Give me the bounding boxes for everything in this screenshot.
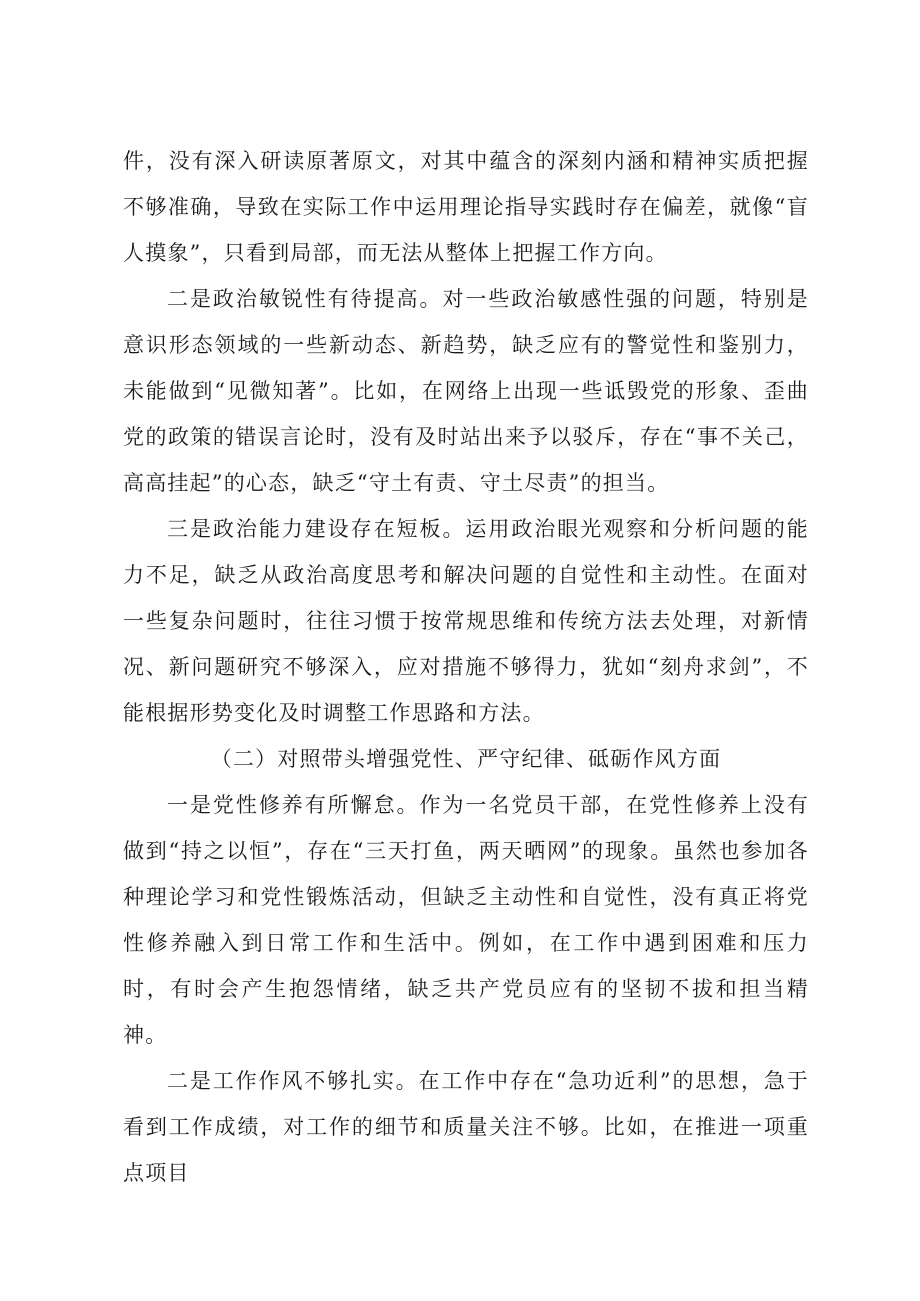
paragraph-political-capability: 三是政治能力建设存在短板。运用政治眼光观察和分析问题的能力不足，缺乏从政治高度思考和解决问题的自觉性和主动性。在面对一些复杂问题时，往往习惯于按常规思维和传统方法去处理，对新情况、新问题研究不够深入，应对措施不够得力，犹如“刻舟求剑”，不能根据形势变化及时调整工作思路和方法。 [123, 517, 809, 725]
paragraph-party-cultivation: 一是党性修养有所懈怠。作为一名党员干部，在党性修养上没有做到“持之以恒”，存在“三天打鱼，两天晒网”的现象。虽然也参加各种理论学习和党性锻炼活动，但缺乏主动性和自觉性，没有真正将党性修养融入到日常工作和生活中。例如，在工作中遇到困难和压力时，有时会产生抱怨情绪，缺乏共产党员应有的坚韧不拔和担当精神。 [123, 793, 809, 1047]
section-heading: （二）对照带头增强党性、严守纪律、砥砺作风方面 [210, 747, 722, 771]
paragraph-work-style: 二是工作作风不够扎实。在工作中存在“急功近利”的思想，急于看到工作成绩，对工作的细节和质量关注不够。比如，在推进一项重点项目 [123, 1069, 809, 1185]
paragraph-political-sensitivity: 二是政治敏锐性有待提高。对一些政治敏感性强的问题，特别是意识形态领域的一些新动态、新趋势，缺乏应有的警觉性和鉴别力，未能做到“见微知著”。比如，在网络上出现一些诋毁党的形象、歪曲党的政策的错误言论时，没有及时站出来予以驳斥，存在“事不关己，高高挂起”的心态，缺乏“守土有责、守土尽责”的担当。 [123, 287, 809, 495]
document-body [123, 138, 809, 1196]
paragraph-continuation: 件，没有深入研读原著原文，对其中蕴含的深刻内涵和精神实质把握不够准确，导致在实际工作中运用理论指导实践时存在偏差，就像“盲人摸象”，只看到局部，而无法从整体上把握工作方向。 [123, 149, 809, 265]
